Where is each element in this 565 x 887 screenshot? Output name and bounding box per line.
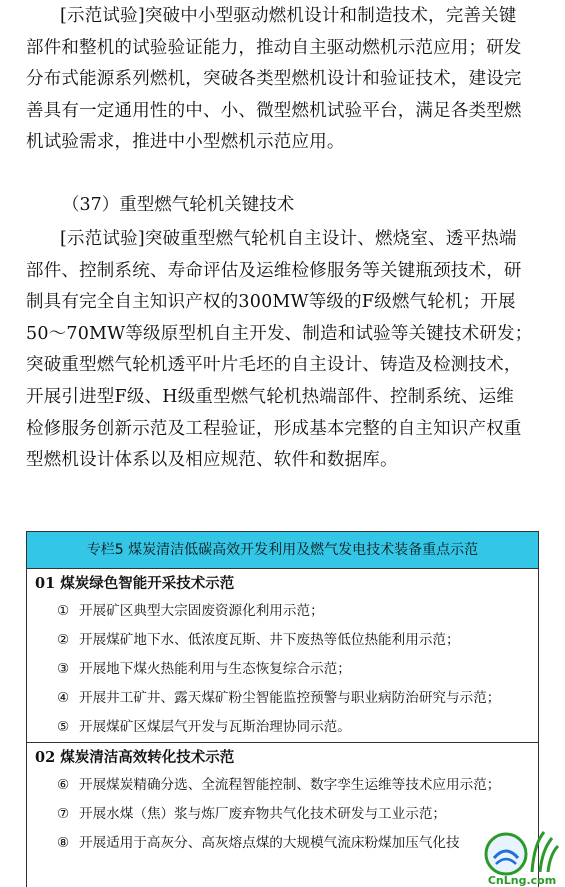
- text-line: 型燃机设计体系以及相应规范、软件和数据库。: [26, 450, 398, 471]
- box-section-02: [27, 743, 538, 858]
- list-item: [27, 626, 538, 655]
- cnlng-logo: [482, 826, 562, 887]
- text-line: 部件、控制系统、寿命评估及运维检修服务等关键瓶颈技术，研: [26, 260, 522, 281]
- list-item: [27, 829, 538, 858]
- item-text: 开展煤矿地下水、低浓度瓦斯、井下废热等低位热能利用示范；: [79, 632, 460, 648]
- text-line: 制具有完全自主知识产权的300MW等级的F级燃气轮机；开展: [26, 292, 516, 313]
- item-number: ②: [57, 632, 70, 648]
- section-head: 01 煤炭绿色智能开采技术示范: [35, 575, 235, 592]
- list-item: [27, 655, 538, 684]
- item-text: 开展煤矿区煤层气开发与瓦斯治理协同示范。: [79, 719, 351, 735]
- text-line: 善具有一定通用性的中、小、微型燃机试验平台，满足各类型燃: [26, 100, 522, 121]
- item-number: ⑥: [57, 777, 70, 793]
- item-text: 开展水煤（焦）浆与炼厂废弃物共气化技术研发与工业示范；: [79, 806, 447, 822]
- list-item: [27, 771, 538, 800]
- section-head: 02 煤炭清洁高效转化技术示范: [35, 749, 235, 766]
- item-text: 开展煤炭精确分选、全流程智能控制、数字孪生运维等技术应用示范；: [79, 777, 501, 793]
- list-item: [27, 684, 538, 713]
- item-number: ③: [57, 661, 70, 677]
- item-text: 开展矿区典型大宗固废资源化利用示范；: [79, 603, 324, 619]
- item-number: ⑤: [57, 719, 70, 735]
- text-line: 50～70MW等级原型机自主开发、制造和试验等关键技术研发；: [26, 323, 533, 344]
- text-line: 部件和整机的试验验证能力，推动自主驱动燃机示范应用；研发: [26, 37, 522, 58]
- item-text: 开展井工矿井、露天煤矿粉尘智能监控预警与职业病防治研究与示范；: [79, 690, 501, 706]
- text-line: 机试验需求，推进中小型燃机示范应用。: [26, 132, 345, 153]
- box-section-01: [27, 569, 538, 743]
- column-box-5: [26, 531, 539, 887]
- logo-text: CnLng.com: [487, 874, 557, 887]
- item-number: ⑦: [57, 806, 70, 822]
- item-text: 开展适用于高灰分、高灰熔点煤的大规模气流床粉煤加压气化技: [79, 835, 460, 851]
- text-line: [示范试验]突破中小型驱动燃机设计和制造技术，完善关键: [60, 6, 517, 26]
- list-item: [27, 713, 538, 742]
- text-line: 分布式能源系列燃机，突破各类型燃机设计和验证技术，建设完: [26, 69, 522, 90]
- text-line: [示范试验]突破重型燃气轮机自主设计、燃烧室、透平热端: [60, 229, 517, 249]
- text-line: 开展引进型F级、H级重型燃气轮机热端部件、控制系统、运维: [26, 386, 515, 407]
- text-line: 突破重型燃气轮机透平叶片毛坯的自主设计、铸造及检测技术，: [26, 355, 522, 376]
- list-item: [27, 597, 538, 626]
- item-number: ①: [57, 603, 70, 619]
- list-item: [27, 800, 538, 829]
- logo-ring-icon: [486, 834, 526, 874]
- logo-leaf-icon: [532, 832, 558, 872]
- item-number: ⑧: [57, 835, 70, 851]
- paragraph-heavy-gas-turbine: [26, 224, 541, 477]
- paragraph-gas-turbine-small: [26, 1, 541, 159]
- section-heading-37: （37）重型燃气轮机关键技术: [62, 195, 295, 215]
- item-text: 开展地下煤火热能利用与生态恢复综合示范；: [79, 661, 351, 677]
- item-number: ④: [57, 690, 70, 706]
- box-title: 专栏5 煤炭清洁低碳高效开发利用及燃气发电技术装备重点示范: [27, 532, 538, 569]
- text-line: 检修服务创新示范及工程验证，形成基本完整的自主知识产权重: [26, 418, 522, 439]
